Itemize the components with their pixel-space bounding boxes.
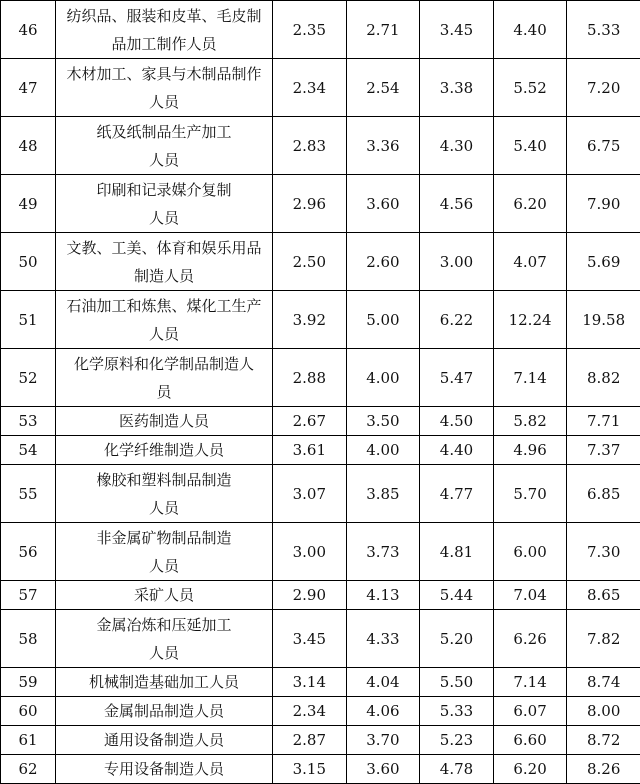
value-cell: 5.20	[420, 610, 494, 668]
occupation-name-line: 纸及纸制品生产加工	[56, 118, 272, 146]
value-cell: 4.50	[420, 407, 494, 436]
value-cell: 3.70	[346, 726, 420, 755]
occupation-name-cell	[56, 697, 273, 726]
value-cell: 2.34	[273, 697, 347, 726]
value-cell: 2.54	[346, 59, 420, 117]
value-cell: 3.73	[346, 523, 420, 581]
occupation-name-cell	[56, 581, 273, 610]
occupation-name-line: 人员	[56, 639, 272, 667]
value-cell: 7.04	[493, 581, 567, 610]
value-cell: 3.50	[346, 407, 420, 436]
value-cell: 6.20	[493, 755, 567, 784]
value-cell: 4.04	[346, 668, 420, 697]
occupation-name-line: 文教、工美、体育和娱乐用品	[56, 234, 272, 262]
value-cell: 4.40	[420, 436, 494, 465]
row-index-cell: 62	[1, 755, 56, 784]
value-cell: 3.45	[273, 610, 347, 668]
occupation-name-line: 人员	[56, 88, 272, 116]
occupation-name-line: 员	[56, 378, 272, 406]
value-cell: 8.72	[567, 726, 640, 755]
value-cell: 5.52	[493, 59, 567, 117]
occupation-name-line: 石油加工和炼焦、煤化工生产	[56, 292, 272, 320]
value-cell: 4.40	[493, 1, 567, 59]
value-cell: 7.14	[493, 349, 567, 407]
occupation-name-line: 人员	[56, 494, 272, 522]
table-row	[1, 755, 640, 784]
row-index-cell: 52	[1, 349, 56, 407]
occupation-name-line: 医药制造人员	[56, 407, 272, 435]
occupation-name-line: 金属制品制造人员	[56, 697, 272, 725]
table-row	[1, 291, 640, 349]
row-index-cell: 48	[1, 117, 56, 175]
value-cell: 8.74	[567, 668, 640, 697]
value-cell: 8.82	[567, 349, 640, 407]
value-cell: 3.85	[346, 465, 420, 523]
occupation-name-cell	[56, 1, 273, 59]
table-row	[1, 436, 640, 465]
row-index-cell: 49	[1, 175, 56, 233]
occupation-name-cell	[56, 523, 273, 581]
value-cell: 5.00	[346, 291, 420, 349]
table-row	[1, 523, 640, 581]
occupation-name-line: 化学原料和化学制品制造人	[56, 350, 272, 378]
occupation-name-line: 人员	[56, 204, 272, 232]
occupation-name-cell	[56, 755, 273, 784]
value-cell: 3.00	[420, 233, 494, 291]
value-cell: 3.38	[420, 59, 494, 117]
table-row	[1, 668, 640, 697]
value-cell: 2.60	[346, 233, 420, 291]
value-cell: 7.30	[567, 523, 640, 581]
value-cell: 2.67	[273, 407, 347, 436]
row-index-cell: 59	[1, 668, 56, 697]
row-index-cell: 53	[1, 407, 56, 436]
value-cell: 5.50	[420, 668, 494, 697]
table-row	[1, 581, 640, 610]
occupation-name-cell	[56, 610, 273, 668]
row-index-cell: 50	[1, 233, 56, 291]
occupation-name-cell	[56, 233, 273, 291]
table-row	[1, 407, 640, 436]
occupation-name-line: 人员	[56, 552, 272, 580]
occupation-name-line: 橡胶和塑料制品制造	[56, 466, 272, 494]
value-cell: 3.60	[346, 755, 420, 784]
value-cell: 4.78	[420, 755, 494, 784]
value-cell: 7.20	[567, 59, 640, 117]
value-cell: 3.92	[273, 291, 347, 349]
value-cell: 2.50	[273, 233, 347, 291]
value-cell: 12.24	[493, 291, 567, 349]
value-cell: 2.90	[273, 581, 347, 610]
value-cell: 4.00	[346, 436, 420, 465]
value-cell: 3.07	[273, 465, 347, 523]
occupation-name-line: 品加工制作人员	[56, 30, 272, 58]
value-cell: 3.00	[273, 523, 347, 581]
occupation-name-line: 人员	[56, 146, 272, 174]
value-cell: 7.14	[493, 668, 567, 697]
value-cell: 6.20	[493, 175, 567, 233]
value-cell: 6.22	[420, 291, 494, 349]
occupation-name-cell	[56, 117, 273, 175]
value-cell: 4.33	[346, 610, 420, 668]
value-cell: 4.07	[493, 233, 567, 291]
table-row	[1, 349, 640, 407]
table-row	[1, 117, 640, 175]
value-cell: 2.96	[273, 175, 347, 233]
value-cell: 4.30	[420, 117, 494, 175]
value-cell: 2.87	[273, 726, 347, 755]
value-cell: 5.82	[493, 407, 567, 436]
value-cell: 4.77	[420, 465, 494, 523]
occupation-name-line: 制造人员	[56, 262, 272, 290]
value-cell: 7.90	[567, 175, 640, 233]
value-cell: 7.82	[567, 610, 640, 668]
row-index-cell: 54	[1, 436, 56, 465]
occupation-name-cell	[56, 349, 273, 407]
value-cell: 6.07	[493, 697, 567, 726]
occupation-name-line: 纺织品、服装和皮革、毛皮制	[56, 2, 272, 30]
occupation-name-line: 人员	[56, 320, 272, 348]
value-cell: 5.70	[493, 465, 567, 523]
value-cell: 7.37	[567, 436, 640, 465]
value-cell: 5.44	[420, 581, 494, 610]
table-row	[1, 697, 640, 726]
value-cell: 3.45	[420, 1, 494, 59]
value-cell: 5.33	[420, 697, 494, 726]
value-cell: 2.88	[273, 349, 347, 407]
table-row	[1, 233, 640, 291]
value-cell: 5.69	[567, 233, 640, 291]
row-index-cell: 58	[1, 610, 56, 668]
value-cell: 4.56	[420, 175, 494, 233]
occupation-name-line: 印刷和记录媒介复制	[56, 176, 272, 204]
value-cell: 8.26	[567, 755, 640, 784]
value-cell: 8.65	[567, 581, 640, 610]
occupation-name-cell	[56, 436, 273, 465]
occupation-name-line: 木材加工、家具与木制品制作	[56, 60, 272, 88]
value-cell: 19.58	[567, 291, 640, 349]
row-index-cell: 51	[1, 291, 56, 349]
occupation-name-line: 化学纤维制造人员	[56, 436, 272, 464]
row-index-cell: 55	[1, 465, 56, 523]
value-cell: 2.83	[273, 117, 347, 175]
occupation-name-cell	[56, 291, 273, 349]
occupation-name-line: 专用设备制造人员	[56, 755, 272, 783]
occupation-name-cell	[56, 175, 273, 233]
value-cell: 5.47	[420, 349, 494, 407]
row-index-cell: 47	[1, 59, 56, 117]
occupation-name-cell	[56, 59, 273, 117]
value-cell: 7.71	[567, 407, 640, 436]
value-cell: 8.00	[567, 697, 640, 726]
value-cell: 5.40	[493, 117, 567, 175]
value-cell: 4.06	[346, 697, 420, 726]
table-row	[1, 726, 640, 755]
occupation-name-line: 采矿人员	[56, 581, 272, 609]
row-index-cell: 61	[1, 726, 56, 755]
value-cell: 4.81	[420, 523, 494, 581]
value-cell: 3.61	[273, 436, 347, 465]
table-body	[1, 1, 640, 784]
occupation-name-line: 非金属矿物制品制造	[56, 524, 272, 552]
value-cell: 4.13	[346, 581, 420, 610]
occupation-name-line: 机械制造基础加工人员	[56, 668, 272, 696]
value-cell: 6.00	[493, 523, 567, 581]
table-row	[1, 59, 640, 117]
value-cell: 4.00	[346, 349, 420, 407]
value-cell: 2.34	[273, 59, 347, 117]
value-cell: 3.36	[346, 117, 420, 175]
row-index-cell: 57	[1, 581, 56, 610]
value-cell: 6.60	[493, 726, 567, 755]
table-row	[1, 465, 640, 523]
value-cell: 6.75	[567, 117, 640, 175]
value-cell: 4.96	[493, 436, 567, 465]
value-cell: 3.60	[346, 175, 420, 233]
occupation-name-cell	[56, 668, 273, 697]
table-row	[1, 610, 640, 668]
row-index-cell: 46	[1, 1, 56, 59]
value-cell: 5.33	[567, 1, 640, 59]
value-cell: 3.15	[273, 755, 347, 784]
occupation-name-cell	[56, 726, 273, 755]
occupation-name-line: 通用设备制造人员	[56, 726, 272, 754]
occupation-name-cell	[56, 465, 273, 523]
table-row	[1, 175, 640, 233]
value-cell: 2.35	[273, 1, 347, 59]
row-index-cell: 56	[1, 523, 56, 581]
row-index-cell: 60	[1, 697, 56, 726]
value-cell: 6.85	[567, 465, 640, 523]
occupation-name-cell	[56, 407, 273, 436]
value-cell: 2.71	[346, 1, 420, 59]
value-cell: 6.26	[493, 610, 567, 668]
occupation-name-line: 金属冶炼和压延加工	[56, 611, 272, 639]
value-cell: 3.14	[273, 668, 347, 697]
value-cell: 5.23	[420, 726, 494, 755]
table-row	[1, 1, 640, 59]
